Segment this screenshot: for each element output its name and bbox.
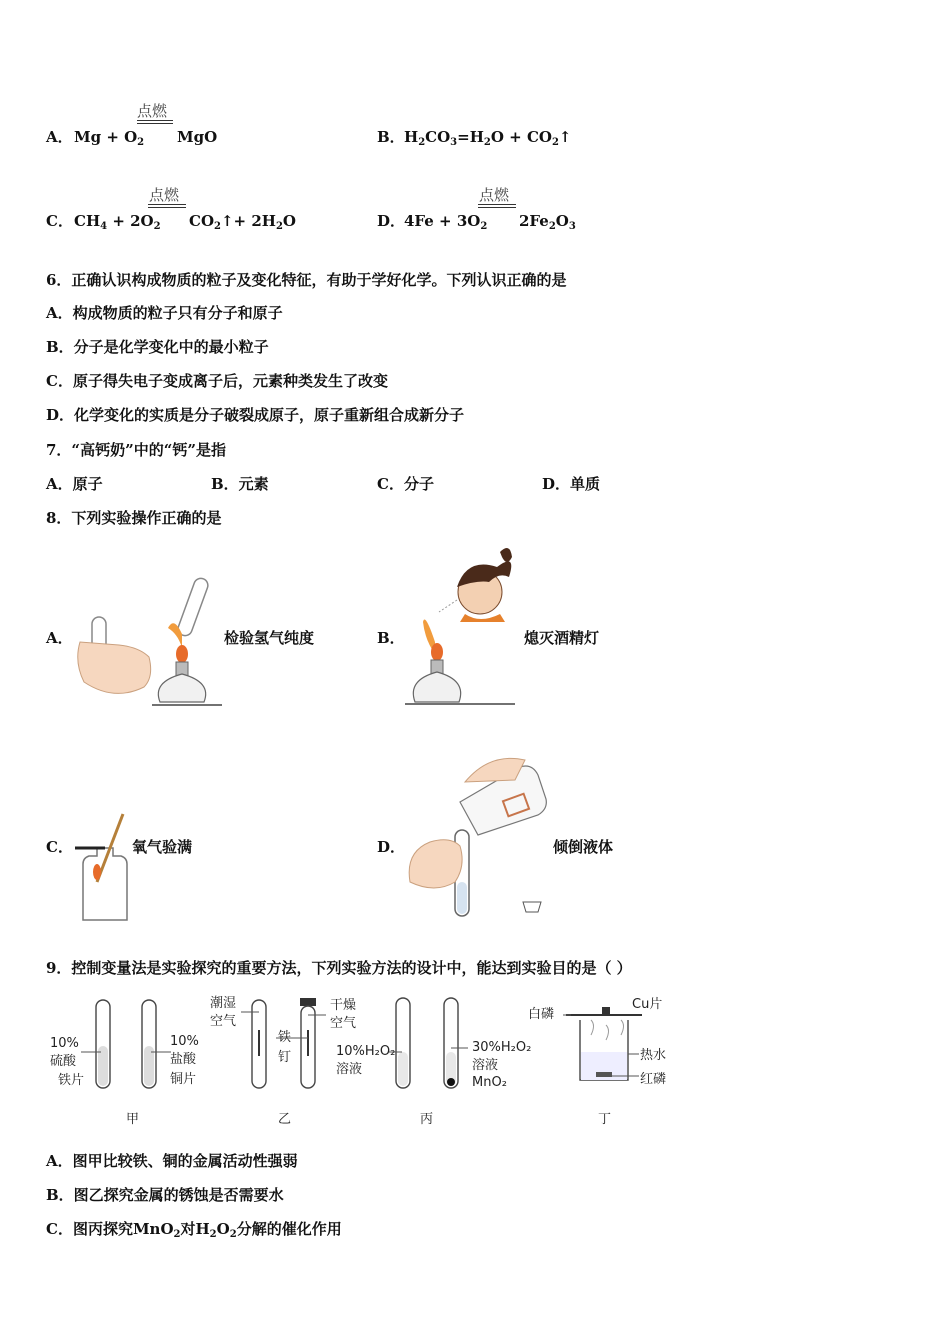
fig-label: 红磷 (640, 1072, 667, 1087)
equation: $H_2CO_3=H_2O$ + $CO_2↑$ (404, 128, 572, 148)
fig-label: 空气 (330, 1016, 357, 1031)
q6-option-b: B．分子是化学变化中的最小粒子 (46, 338, 269, 356)
option-label: D． (377, 212, 406, 230)
q8-option-a-label: A． (46, 629, 73, 647)
option-label: B． (377, 128, 405, 146)
q9-experiment-diagrams (46, 990, 686, 1130)
fig-label: Cu片 (632, 997, 663, 1012)
condition-text: 点燃 (149, 186, 180, 204)
equation-left: $Mg + O_2$ (74, 128, 145, 148)
fig-caption: 乙 (278, 1112, 292, 1127)
reaction-arrow (478, 204, 516, 208)
fig-label: 铁片 (58, 1073, 85, 1088)
fig-label: 铜片 (170, 1072, 197, 1087)
q8-option-c-text: 氧气验满 (132, 838, 193, 856)
pouring-liquid-illustration (405, 742, 555, 922)
q7-option-a: A．原子 (46, 475, 103, 493)
fig-label: 盐酸 (170, 1052, 197, 1067)
hydrogen-purity-test-illustration (72, 572, 227, 712)
fig-label: 铁 (278, 1030, 292, 1045)
fig-label: 空气 (210, 1014, 237, 1029)
option-label: C． (46, 212, 73, 230)
fig-label: 钉 (278, 1050, 292, 1065)
fig-label: 10% (50, 1036, 79, 1051)
fig-label: 30%H₂O₂ (472, 1040, 532, 1055)
q8-option-d-text: 倾倒液体 (553, 838, 614, 856)
q7-option-b: B．元素 (211, 475, 269, 493)
fig-caption: 甲 (126, 1112, 140, 1127)
fig-label: MnO₂ (472, 1075, 507, 1090)
equation-right: $CO_2↑+ 2H_2O$ (189, 212, 296, 232)
q8-stem: 8．下列实验操作正确的是 (46, 509, 222, 527)
reaction-arrow (148, 204, 186, 208)
fig-label: 潮湿 (210, 996, 237, 1011)
q9-option-c: C．图丙探究MnO$_2$对$H_2O_2$分解的催化作用 (46, 1220, 342, 1240)
q7-option-d: D．单质 (542, 475, 601, 493)
q7-option-c: C．分子 (377, 475, 434, 493)
q6-option-a: A．构成物质的粒子只有分子和原子 (46, 304, 283, 322)
q9-stem: 9．控制变量法是实验探究的重要方法，下列实验方法的设计中，能达到实验目的是（ ） (46, 959, 632, 977)
q7-stem: 7．“高钙奶”中的“钙”是指 (46, 441, 226, 459)
q9-option-a: A．图甲比较铁、铜的金属活动性强弱 (46, 1152, 298, 1170)
q8-option-d-label: D． (377, 838, 406, 856)
q8-option-b-label: B． (377, 629, 405, 647)
fig-label: 10%H₂O₂ (336, 1044, 396, 1059)
fig-label: 热水 (640, 1048, 667, 1063)
equation-right: $2Fe_2O_3$ (519, 212, 576, 232)
fig-label: 10% (170, 1034, 199, 1049)
fig-label: 干燥 (330, 998, 357, 1013)
fig-label: 溶液 (472, 1058, 499, 1073)
q6-stem: 6．正确认识构成物质的粒子及变化特征，有助于学好化学。下列认识正确的是 (46, 271, 567, 289)
q6-option-d: D．化学变化的实质是分子破裂成原子，原子重新组合成新分子 (46, 406, 465, 424)
reaction-arrow (137, 120, 173, 124)
equation-left: $4Fe + 3O_2$ (404, 212, 488, 232)
q6-option-c: C．原子得失电子变成离子后，元素种类发生了改变 (46, 372, 388, 390)
equation-left: $CH_4 + 2O_2$ (74, 212, 161, 232)
blowing-out-alcohol-lamp-illustration (405, 542, 520, 707)
condition-text: 点燃 (137, 102, 168, 120)
q8-option-b-text: 熄灭酒精灯 (524, 629, 600, 647)
oxygen-full-test-illustration (75, 812, 135, 924)
condition-text: 点燃 (479, 186, 510, 204)
q8-option-c-label: C． (46, 838, 73, 856)
equation-right: MgO (177, 128, 218, 146)
fig-label: 硫酸 (50, 1054, 77, 1069)
q9-option-b: B．图乙探究金属的锈蚀是否需要水 (46, 1186, 284, 1204)
fig-caption: 丁 (598, 1112, 612, 1127)
fig-label: 白磷 (528, 1007, 555, 1022)
fig-label: 溶液 (336, 1062, 363, 1077)
fig-caption: 丙 (420, 1112, 434, 1127)
option-label: A． (46, 128, 73, 146)
q8-option-a-text: 检验氢气纯度 (224, 629, 315, 647)
